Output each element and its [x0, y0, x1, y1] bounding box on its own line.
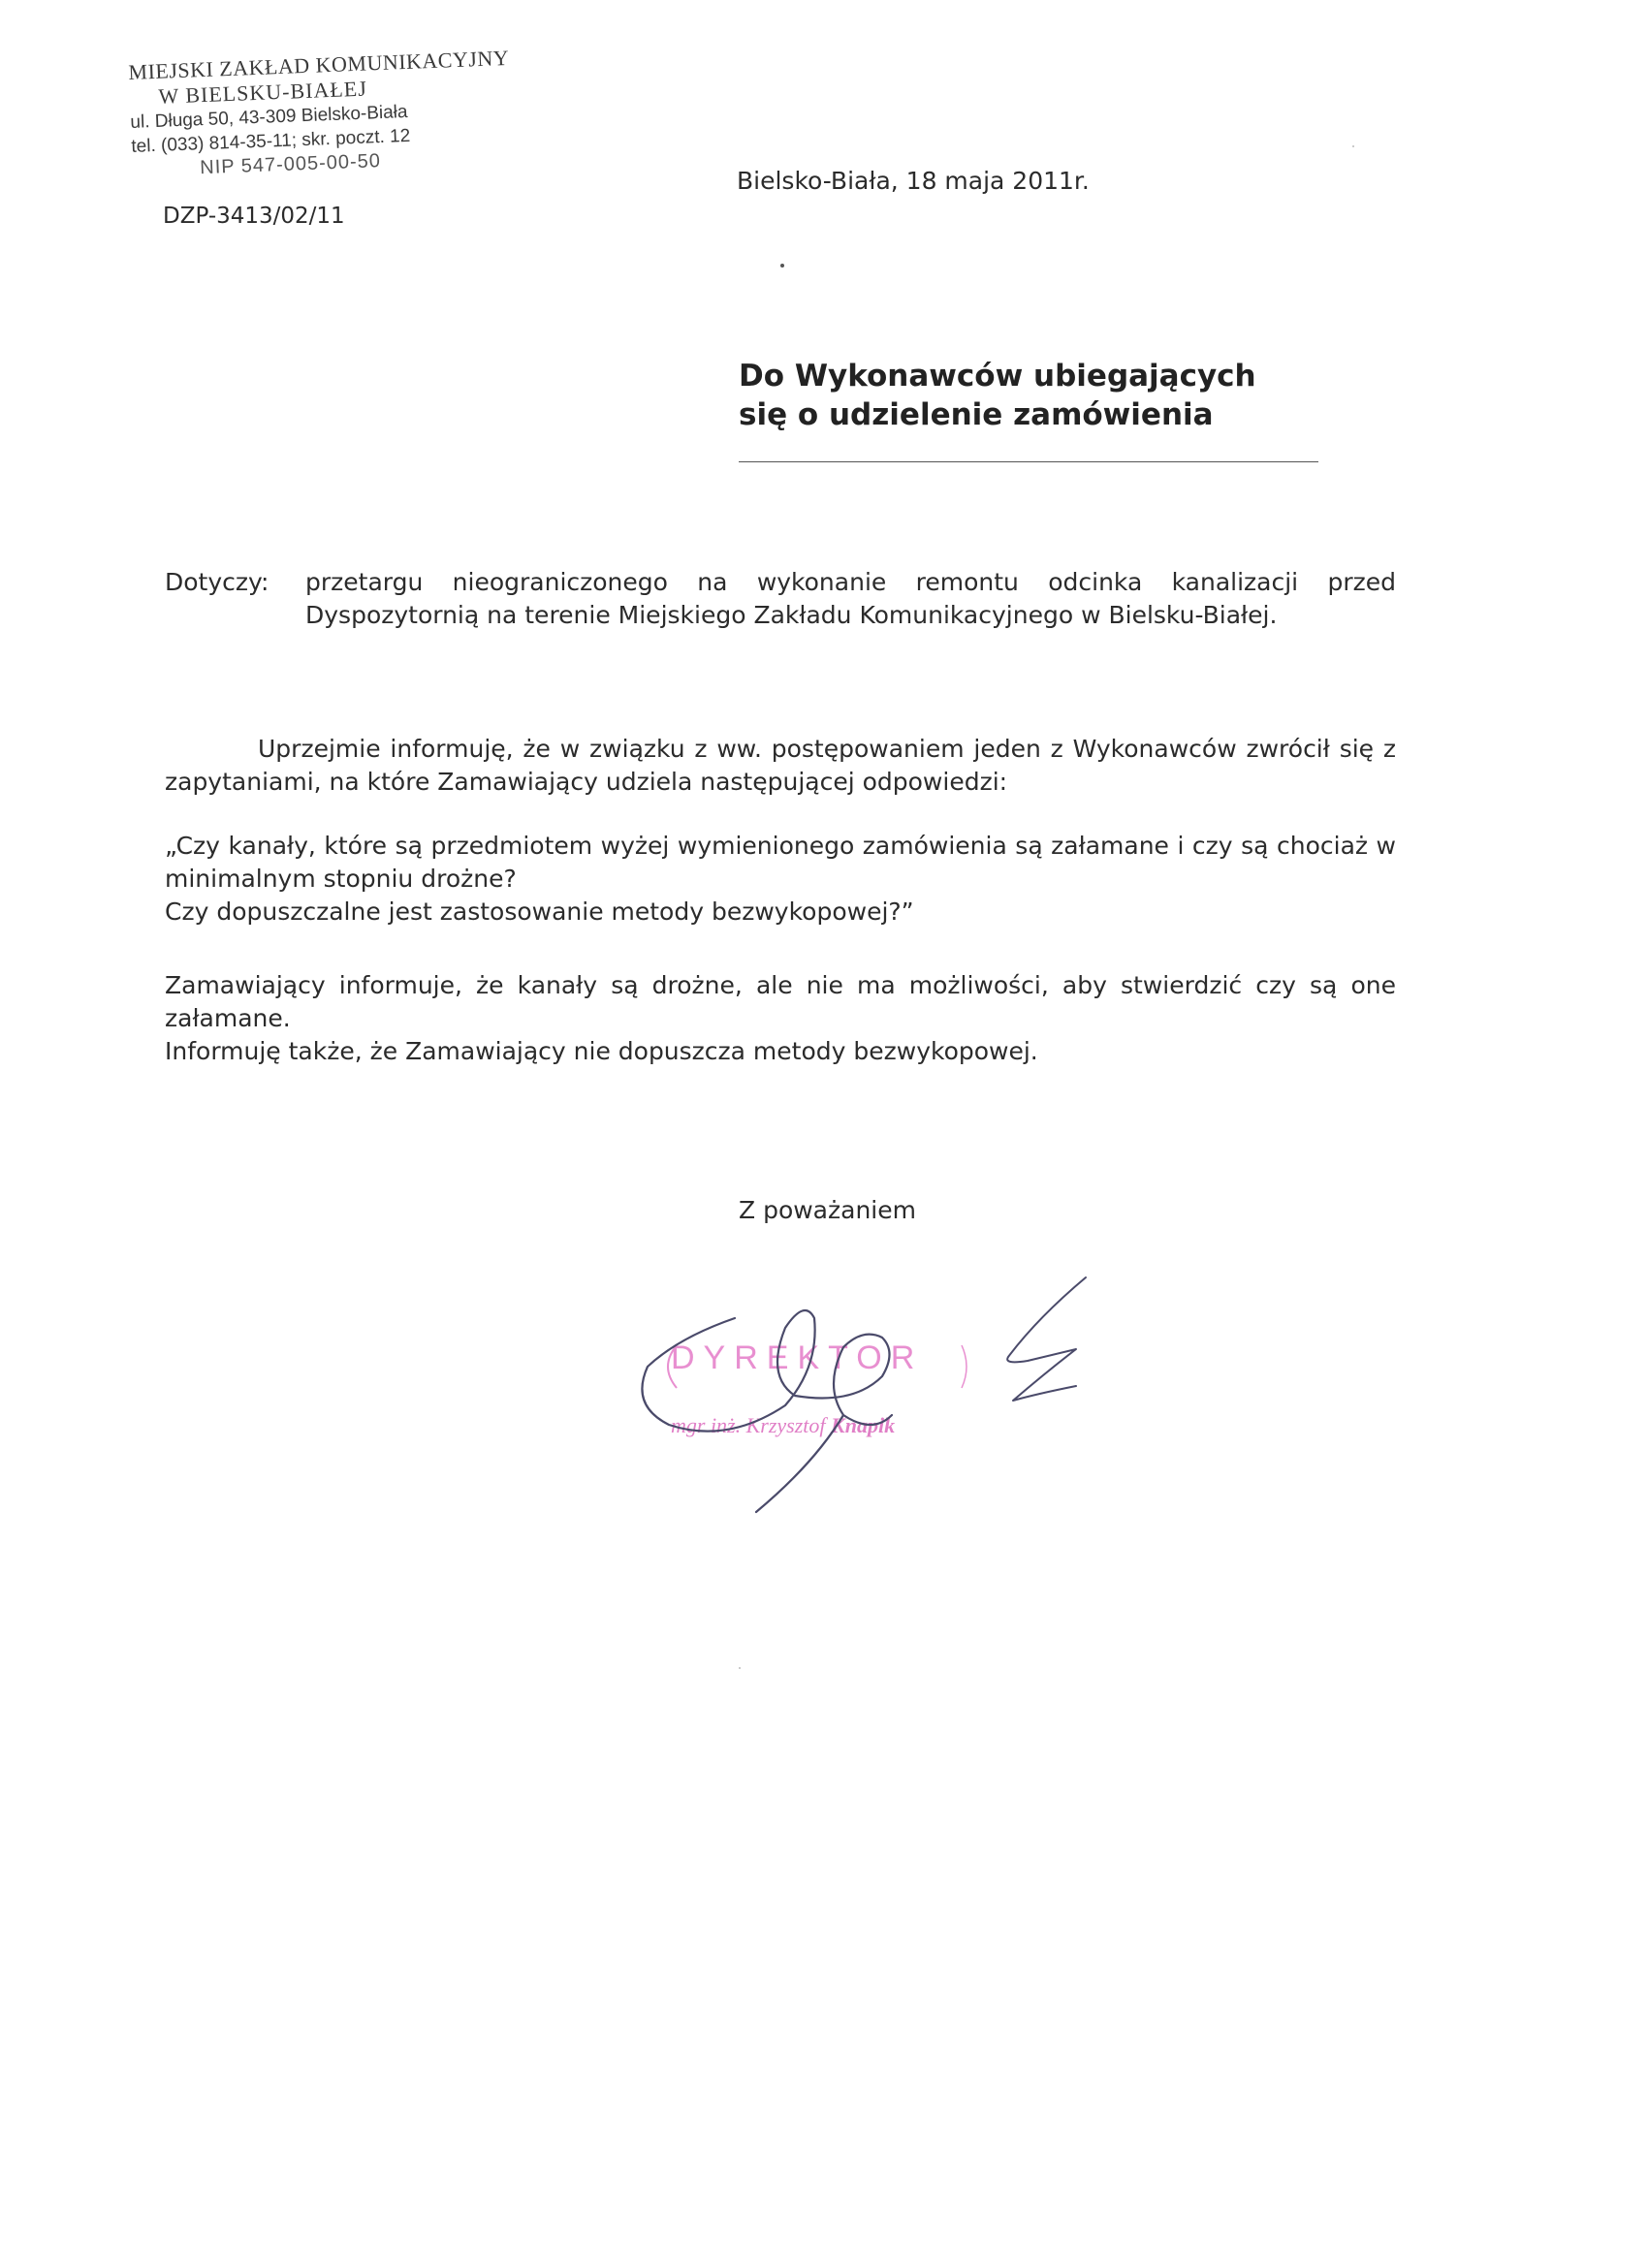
recipient-line-2: się o udzielenie zamówienia [739, 397, 1214, 432]
info-paragraph: Informuję także, że Zamawiający nie dopuszcza metody bezwykopowej. [165, 1037, 1038, 1065]
stamp-city: W BIELSKU-BIAŁEJ [157, 76, 368, 109]
subject-label: Dotyczy: [165, 568, 269, 596]
question-paragraph-2: Czy dopuszczalne jest zastosowanie metody bezwykopowej?” [165, 898, 914, 926]
stamp-address: ul. Długa 50, 43-309 Bielsko-Biała [130, 101, 408, 133]
company-stamp [128, 46, 521, 182]
recipient-underline [739, 461, 1318, 462]
director-name-prefix: mgr inż. Krzysztof [671, 1413, 826, 1437]
recipient-line-1: Do Wykonawców ubiegających [739, 359, 1256, 394]
director-surname: Knapik [831, 1413, 896, 1437]
letter-date: Bielsko-Biała, 18 maja 2011r. [737, 167, 1090, 195]
recipient-block [739, 357, 1256, 434]
intro-paragraph: Uprzejmie informuję, że w związku z ww. postępowaniem jeden z Wykonawców zwrócił się z zapytaniami, na które Zamawiający udziela następującej odpowiedzi: [165, 735, 1396, 796]
director-stamp-title: DYREKTOR [671, 1339, 924, 1376]
scan-speck [739, 1667, 741, 1669]
signature-area [620, 1260, 1125, 1522]
stamp-company-name: MIEJSKI ZAKŁAD KOMUNIKACYJNY [128, 45, 510, 84]
scan-speck [1352, 145, 1354, 147]
closing-text: Z poważaniem [739, 1196, 916, 1224]
stamp-phone: tel. (033) 814-35-11; skr. poczt. 12 [131, 125, 411, 157]
answer-paragraph: Zamawiający informuje, że kanały są drożne, ale nie ma możliwości, aby stwierdzić czy są one załamane. [165, 971, 1396, 1032]
scan-dot [780, 264, 784, 268]
question-paragraph: „Czy kanały, które są przedmiotem wyżej wymienionego zamówienia są załamane i czy są chociaż w minimalnym stopniu drożne? [165, 832, 1396, 893]
reference-number: DZP-3413/02/11 [163, 204, 345, 229]
handwritten-signature [620, 1260, 1125, 1522]
stamp-nip: NIP 547-005-00-50 [199, 150, 382, 179]
subject-text: przetargu nieograniczonego na wykonanie remontu odcinka kanalizacji przed Dyspozytornią na terenie Miejskiego Zakładu Komunikacyjnego w Bielsku-Białej. [305, 568, 1396, 629]
